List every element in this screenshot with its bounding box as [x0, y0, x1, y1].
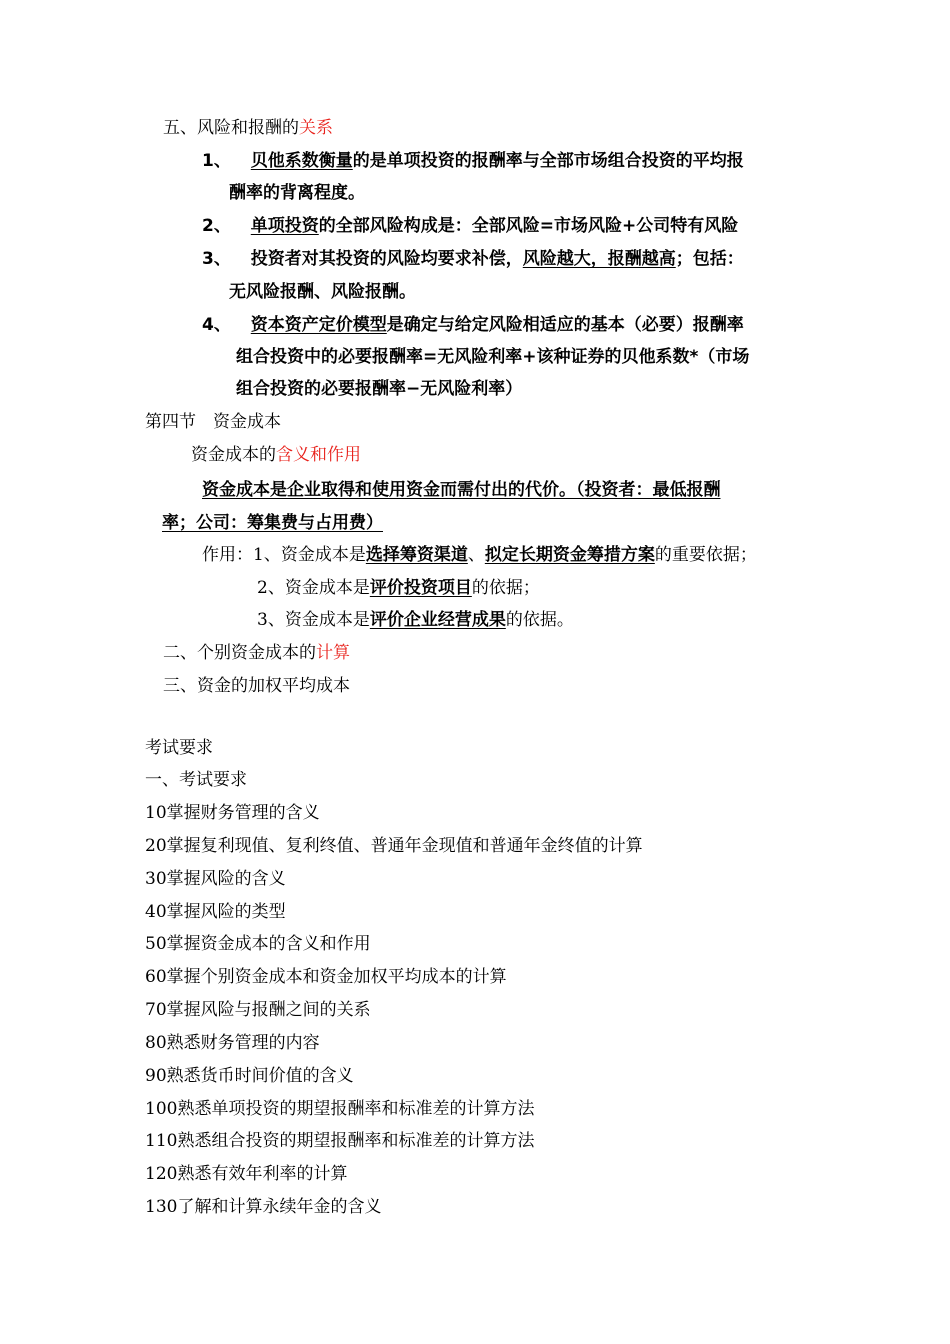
exam-subtitle: 一、考试要求	[145, 770, 247, 790]
s5-item-2	[202, 215, 738, 237]
exam-item: 130了解和计算永续年金的含义	[145, 1197, 382, 1217]
exam-item: 30掌握风险的含义	[145, 869, 286, 889]
use-1	[202, 544, 757, 566]
section-4-title: 第四节 资金成本	[145, 412, 281, 432]
s5-item-1-cont: 酬率的背离程度。	[229, 183, 365, 203]
item-number: 4、	[202, 315, 231, 335]
part-highlight: 计算	[316, 643, 350, 663]
section-4-subheading	[191, 444, 361, 466]
use-3	[257, 609, 574, 631]
use-text-post: 的依据。	[505, 610, 574, 630]
use-underlined: 评价企业经营成果	[369, 610, 506, 630]
use-2	[257, 577, 540, 599]
exam-item: 20掌握复利现值、复利终值、普通年金现值和普通年金终值的计算	[145, 836, 643, 856]
item-text: 投资者对其投资的风险均要求补偿，	[250, 249, 523, 269]
exam-item: 60掌握个别资金成本和资金加权平均成本的计算	[145, 967, 507, 987]
use-text: 作用：1、资金成本是	[202, 545, 366, 565]
heading-text: 五、风险和报酬的	[163, 118, 299, 138]
s5-item-4-line2: 组合投资中的必要报酬率=无风险利率+该种证券的贝他系数*（市场	[236, 347, 750, 367]
exam-item: 50掌握资金成本的含义和作用	[145, 934, 371, 954]
exam-item: 80熟悉财务管理的内容	[145, 1033, 320, 1053]
item-number: 2、	[202, 216, 231, 236]
definition-line-1: 资金成本是企业取得和使用资金而需付出的代价。（投资者：最低报酬	[202, 480, 721, 500]
item-underlined: 资本资产定价模型	[250, 315, 387, 335]
item-number: 1、	[202, 151, 231, 171]
exam-item: 90熟悉货币时间价值的含义	[145, 1066, 354, 1086]
use-sep: 、	[467, 545, 485, 565]
item-text: 的是单项投资的报酬率与全部市场组合投资的平均报	[352, 151, 744, 171]
exam-item: 120熟悉有效年利率的计算	[145, 1164, 348, 1184]
s5-item-1	[202, 150, 744, 172]
item-text: 的全部风险构成是：全部风险=市场风险+公司特有风险	[318, 216, 739, 236]
use-text: 2、资金成本是	[257, 578, 370, 598]
use-text: 3、资金成本是	[257, 610, 370, 630]
heading-highlight: 关系	[299, 118, 333, 138]
section-5-heading	[163, 117, 333, 139]
item-text-post: ；包括：	[675, 249, 744, 269]
exam-title: 考试要求	[145, 738, 213, 758]
item-underlined: 单项投资	[250, 216, 319, 236]
exam-item: 100熟悉单项投资的期望报酬率和标准差的计算方法	[145, 1099, 535, 1119]
item-underlined: 风险越大，报酬越高	[522, 249, 676, 269]
part-text: 二、个别资金成本的	[163, 643, 316, 663]
use-text-post: 的重要依据；	[654, 545, 757, 565]
s5-item-4	[202, 314, 744, 336]
subheading-highlight: 含义和作用	[276, 445, 361, 465]
definition-line-2: 率；公司：筹集费与占用费）	[162, 513, 383, 533]
exam-item: 110熟悉组合投资的期望报酬率和标准差的计算方法	[145, 1131, 535, 1151]
exam-item: 70掌握风险与报酬之间的关系	[145, 1000, 371, 1020]
s5-item-4-line3: 组合投资的必要报酬率−无风险利率）	[236, 379, 523, 399]
exam-item: 40掌握风险的类型	[145, 902, 286, 922]
use-underlined-1: 选择筹资渠道	[365, 545, 468, 565]
use-underlined-2: 拟定长期资金筹措方案	[484, 545, 655, 565]
item-number: 3、	[202, 249, 231, 269]
use-text-post: 的依据；	[471, 578, 540, 598]
s5-item-3-cont: 无风险报酬、风险报酬。	[229, 282, 416, 302]
subheading-text: 资金成本的	[191, 445, 276, 465]
exam-item: 10掌握财务管理的含义	[145, 803, 320, 823]
item-underlined: 贝他系数衡量	[250, 151, 353, 171]
section-4-part-2	[163, 642, 350, 664]
use-underlined: 评价投资项目	[369, 578, 472, 598]
section-4-part-3: 三、资金的加权平均成本	[163, 676, 350, 696]
s5-item-3	[202, 248, 744, 270]
item-text: 是确定与给定风险相适应的基本（必要）报酬率	[386, 315, 744, 335]
